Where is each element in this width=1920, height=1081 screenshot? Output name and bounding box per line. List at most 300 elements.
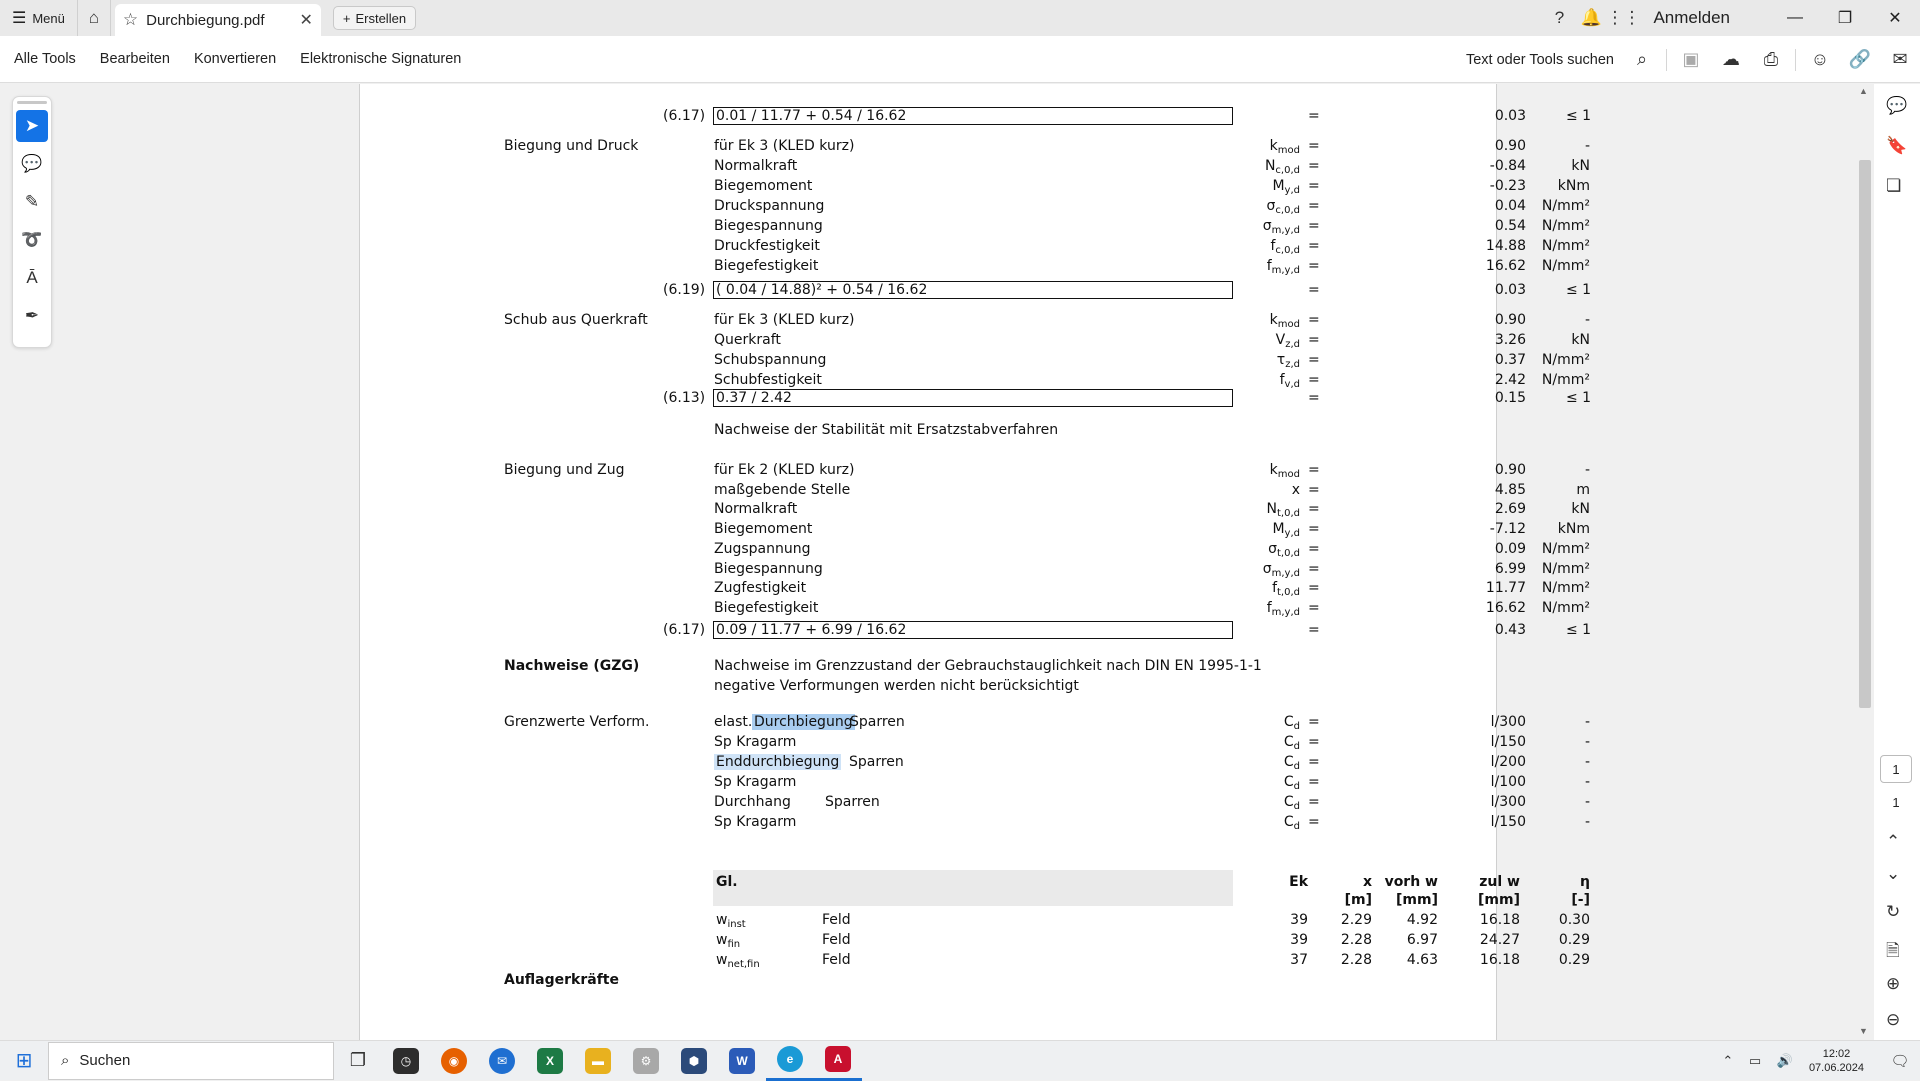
equals-sign: = [1308, 540, 1320, 557]
symbol [1160, 814, 1300, 830]
symbol-subscript: y,d [1284, 185, 1300, 196]
symbol [1160, 734, 1300, 750]
param-unit: m [1576, 481, 1590, 498]
row-x: 2.28 [1340, 932, 1372, 948]
row-x: 2.28 [1340, 952, 1372, 968]
gzg-line-1: Nachweise im Grenzzustand der Gebrauchstauglichkeit nach DIN EN 1995-1-1 [714, 658, 1262, 674]
bookmarks-icon[interactable]: 🔖 [1886, 136, 1908, 155]
param-unit: N/mm² [1541, 258, 1590, 274]
symbol [1160, 462, 1300, 478]
link-icon[interactable]: 🔗 [1848, 49, 1872, 69]
symbol-base: C [1283, 814, 1294, 830]
firefox-icon[interactable]: ◉ [430, 1041, 478, 1081]
check-value: 0.15 [1494, 390, 1526, 406]
row-x: 2.29 [1340, 912, 1372, 928]
param-description: Druckfestigkeit [714, 238, 820, 254]
symbol-base: k [1269, 462, 1278, 478]
equals-sign: = [1308, 390, 1320, 406]
limit-value: l/300 [1490, 794, 1526, 810]
symbol-base: N [1266, 501, 1277, 518]
symbol-subscript: m,y,d [1271, 225, 1300, 236]
param-description: Normalkraft [714, 158, 798, 174]
save-icon[interactable]: ▣ [1682, 49, 1700, 69]
param-description: Schubfestigkeit [714, 372, 822, 388]
document-tab[interactable] [115, 4, 321, 36]
taskbar-search[interactable] [48, 1042, 334, 1080]
row-zul-w: 16.18 [1479, 912, 1520, 928]
symbol-base: x [1291, 481, 1300, 498]
scroll-down-arrow-icon[interactable]: ▼ [1859, 1026, 1868, 1036]
unit-header: [mm] [1478, 892, 1520, 908]
limit-text: Sp Kragarm [714, 774, 797, 790]
next-section-heading: Auflagerkräfte [504, 972, 619, 988]
home-button[interactable] [77, 0, 111, 36]
symbol-base: f [1266, 599, 1272, 616]
symbol [1160, 258, 1300, 274]
search-icon: ⌕ [61, 1052, 70, 1069]
symbol [1160, 541, 1300, 557]
section-label: Nachweise (GZG) [504, 658, 640, 674]
w-base: w [716, 952, 728, 968]
limit-text: Durchhang [714, 794, 791, 810]
clock[interactable] [1809, 1047, 1864, 1075]
symbol [1160, 580, 1300, 599]
param-unit: N/mm² [1541, 198, 1590, 214]
equals-sign: = [1308, 332, 1320, 348]
title-bar [0, 0, 1920, 36]
menu-edit[interactable]: Bearbeiten [99, 51, 170, 67]
symbol-subscript: d [1293, 741, 1300, 752]
param-description: Biegemoment [714, 178, 813, 194]
equation-number: (6.19) [663, 282, 706, 298]
symbol [1160, 754, 1300, 770]
param-unit: kN [1571, 158, 1590, 174]
param-unit: kN [1571, 501, 1590, 518]
symbol [1160, 501, 1300, 520]
param-value: 16.62 [1485, 258, 1526, 274]
param-description: maßgebende Stelle [714, 481, 851, 498]
cloud-upload-icon[interactable]: ☁ [1722, 49, 1740, 69]
app-icon-7[interactable]: ⚙ [622, 1041, 670, 1081]
param-value: 14.88 [1485, 238, 1526, 254]
param-value: -7.12 [1489, 521, 1526, 538]
section-label: Schub aus Querkraft [504, 312, 648, 328]
check-formula: ( 0.04 / 14.88)² + 0.54 / 16.62 [716, 282, 928, 298]
param-value: 0.54 [1494, 218, 1526, 234]
page-number-input[interactable]: 1 [1880, 755, 1912, 783]
equals-sign: = [1308, 282, 1320, 298]
symbol [1160, 774, 1300, 790]
symbol-subscript: m,y,d [1271, 606, 1300, 618]
check-formula: 0.09 / 11.77 + 6.99 / 16.62 [716, 622, 907, 638]
equals-sign: = [1308, 714, 1320, 730]
page-fit-icon[interactable]: 🗎 [1886, 941, 1900, 960]
symbol-base: M [1272, 521, 1285, 538]
param-description: Normalkraft [714, 501, 798, 518]
equals-sign: = [1308, 218, 1320, 234]
gzg-line-2: negative Verformungen werden nicht berücksichtigt [714, 678, 1079, 694]
symbol-base: k [1269, 312, 1278, 328]
equals-sign: = [1308, 734, 1320, 750]
param-value: 0.09 [1494, 540, 1526, 557]
symbol [1160, 218, 1300, 234]
check-formula: 0.01 / 11.77 + 0.54 / 16.62 [716, 108, 907, 124]
row-zul-w: 16.18 [1479, 952, 1520, 968]
toolbar-divider [1795, 49, 1796, 71]
equals-sign: = [1308, 794, 1320, 810]
header-zul-w: zul w [1479, 874, 1520, 890]
hamburger-icon: ☰ [12, 10, 27, 27]
row-eta: 0.29 [1558, 932, 1590, 948]
limit-unit: - [1584, 754, 1590, 770]
table-header-band [713, 870, 1233, 906]
deflection-symbol [716, 952, 760, 968]
print-icon[interactable]: ⎙ [1763, 49, 1779, 69]
symbol-base: σ [1266, 198, 1276, 214]
notification-icon[interactable]: 🗨 [1890, 1053, 1910, 1070]
signin-button[interactable]: Anmelden [1653, 8, 1730, 27]
equals-sign: = [1308, 754, 1320, 770]
limit-unit: - [1584, 734, 1590, 750]
symbol [1160, 312, 1300, 328]
check-value: 0.03 [1494, 282, 1526, 298]
search-highlight: Durchbiegung [754, 714, 853, 730]
thunderbird-icon[interactable]: ✉ [478, 1041, 526, 1081]
symbol-base: f [1279, 372, 1285, 388]
w-base: w [716, 932, 728, 948]
chevron-up-icon[interactable]: ⌃ [1886, 832, 1901, 851]
symbol-base: V [1275, 332, 1286, 348]
windows-taskbar [0, 1040, 1920, 1080]
bell-icon[interactable]: 🔔 [1580, 8, 1603, 27]
symbol-subscript: y,d [1284, 528, 1300, 540]
symbol-subscript: c,0,d [1275, 205, 1300, 216]
symbol-base: f [1270, 238, 1276, 254]
symbol-subscript: v,d [1284, 379, 1300, 390]
page-total: 1 [1892, 795, 1900, 810]
search-icon[interactable]: ⌕ [1636, 49, 1648, 69]
symbol [1160, 372, 1300, 388]
taskbar-search-label: Suchen [79, 1052, 131, 1069]
add-comment-icon[interactable]: 💬 [21, 154, 43, 173]
equals-sign: = [1308, 622, 1320, 638]
pdf-page [359, 84, 1592, 1040]
symbol-subscript: mod [1277, 319, 1300, 330]
equals-sign: = [1308, 372, 1320, 388]
star-icon[interactable]: ☆ [122, 10, 139, 29]
check-limit: ≤ 1 [1566, 622, 1592, 638]
comments-icon[interactable]: 💬 [1886, 96, 1908, 115]
symbol-base: M [1272, 178, 1285, 194]
menu-all-tools[interactable]: Alle Tools [14, 51, 76, 67]
section-label: Biegung und Druck [504, 138, 639, 154]
menu-convert[interactable]: Konvertieren [193, 51, 277, 67]
symbol [1160, 482, 1300, 498]
symbol [1160, 238, 1300, 254]
restore-icon[interactable]: ❐ [1837, 10, 1853, 27]
symbol-subscript: z,d [1285, 359, 1300, 370]
limit-value: l/100 [1490, 774, 1526, 790]
equation-number: (6.17) [663, 108, 706, 124]
symbol-base: C [1283, 794, 1294, 810]
right-rail [1874, 84, 1920, 1040]
symbol [1160, 178, 1300, 194]
header-vorh-w: vorh w [1384, 874, 1438, 890]
param-unit: N/mm² [1541, 372, 1590, 388]
param-unit: - [1584, 312, 1590, 328]
param-unit: - [1584, 462, 1590, 478]
param-description: Biegespannung [714, 560, 823, 577]
param-description: für Ek 3 (KLED kurz) [714, 312, 855, 328]
limit-value: l/200 [1490, 754, 1526, 770]
row-zul-w: 24.27 [1479, 932, 1520, 948]
symbol-subscript: d [1293, 801, 1300, 812]
equals-sign: = [1308, 312, 1320, 328]
equals-sign: = [1308, 178, 1320, 194]
main-toolbar [0, 36, 1920, 83]
symbol-subscript: t,0,d [1277, 508, 1300, 520]
param-unit: N/mm² [1541, 580, 1590, 597]
windows-start-icon[interactable]: ⊞ [15, 1050, 33, 1072]
symbol-subscript: t,0,d [1277, 547, 1300, 559]
limit-text: Sparren [849, 754, 904, 770]
zoom-out-icon[interactable]: ⊖ [1886, 1010, 1901, 1029]
highlight-pen-icon[interactable]: ✎ [24, 192, 40, 211]
word-icon[interactable]: W [718, 1041, 766, 1081]
symbol-subscript: d [1293, 821, 1300, 832]
param-value: 0.90 [1494, 462, 1526, 478]
menu-e-signatures[interactable]: Elektronische Signaturen [300, 51, 462, 67]
share-user-icon[interactable]: ☺ [1810, 49, 1830, 69]
symbol-subscript: mod [1277, 469, 1300, 480]
select-cursor-icon[interactable]: ➤ [16, 110, 48, 142]
section-label: Biegung und Zug [504, 462, 625, 478]
vertical-scrollbar[interactable] [1856, 84, 1873, 1040]
symbol [1160, 198, 1300, 214]
param-unit: kNm [1557, 178, 1590, 194]
equals-sign: = [1308, 481, 1320, 498]
check-limit: ≤ 1 [1566, 108, 1592, 124]
symbol [1160, 561, 1300, 577]
acrobat-icon[interactable]: A [814, 1041, 862, 1081]
equals-sign: = [1308, 158, 1320, 174]
check-limit: ≤ 1 [1566, 390, 1592, 406]
toolbar-divider [1666, 49, 1667, 71]
limit-value: l/150 [1490, 734, 1526, 750]
param-description: Biegemoment [714, 521, 813, 538]
row-location: Feld [822, 952, 851, 968]
equals-sign: = [1308, 198, 1320, 214]
param-description: Druckspannung [714, 198, 825, 214]
clock-date: 07.06.2024 [1808, 1062, 1864, 1074]
search-highlight: Enddurchbiegung [716, 754, 840, 770]
pages-icon[interactable]: ❏ [1886, 176, 1902, 195]
row-location: Feld [822, 932, 851, 948]
menu-label: Menü [32, 10, 65, 26]
menu-button[interactable] [0, 0, 77, 36]
check-formula: 0.37 / 2.42 [716, 390, 792, 406]
tab-title: Durchbiegung.pdf [146, 11, 265, 29]
limit-text: Sparren [850, 714, 905, 730]
system-tray-icons[interactable]: ⌃ ▭ 🔊 [1722, 1053, 1799, 1068]
equals-sign: = [1308, 138, 1320, 154]
equals-sign: = [1308, 521, 1320, 538]
limit-text: Sparren [825, 794, 880, 810]
equation-number: (6.17) [663, 622, 706, 638]
plus-icon: + [342, 10, 351, 26]
row-ek: 37 [1290, 952, 1308, 968]
param-value: -0.23 [1489, 178, 1526, 194]
task-view-icon[interactable]: ❐ [349, 1050, 367, 1070]
deflection-symbol [716, 932, 740, 948]
symbol-base: C [1283, 714, 1294, 730]
scroll-up-arrow-icon[interactable]: ▲ [1859, 86, 1868, 96]
param-description: für Ek 3 (KLED kurz) [714, 138, 855, 154]
symbol [1160, 794, 1300, 810]
quick-tools-panel [12, 96, 52, 348]
symbol-base: f [1272, 580, 1277, 597]
excel-icon[interactable]: X [526, 1041, 574, 1081]
symbol-subscript: t,0,d [1277, 587, 1300, 599]
param-value: 6.99 [1494, 560, 1526, 577]
row-ek: 39 [1290, 932, 1308, 948]
symbol-subscript: d [1293, 761, 1300, 772]
symbol-base: C [1283, 754, 1294, 770]
param-unit: N/mm² [1541, 540, 1590, 557]
close-window-icon[interactable]: ✕ [1888, 10, 1902, 27]
symbol-subscript: m,y,d [1271, 567, 1300, 579]
w-base: w [716, 912, 728, 928]
equals-sign: = [1308, 580, 1320, 597]
symbol-base: C [1283, 734, 1294, 750]
equals-sign: = [1308, 258, 1320, 274]
symbol [1160, 600, 1300, 616]
deflection-symbol [716, 912, 746, 928]
limit-value: l/300 [1490, 714, 1526, 730]
param-description: Biegespannung [714, 218, 823, 234]
app-icon-1[interactable]: ◷ [382, 1041, 430, 1081]
param-description: für Ek 2 (KLED kurz) [714, 462, 855, 478]
rotate-icon[interactable]: ↻ [1886, 902, 1901, 921]
param-value: 0.04 [1494, 198, 1526, 214]
scrollbar-thumb[interactable] [1859, 160, 1871, 708]
param-unit: N/mm² [1541, 560, 1590, 577]
symbol-base: τ [1276, 352, 1286, 368]
equals-sign: = [1308, 352, 1320, 368]
row-vorh-w: 6.97 [1406, 932, 1438, 948]
param-unit: kN [1571, 332, 1590, 348]
help-icon[interactable]: ? [1554, 8, 1565, 27]
param-description: Querkraft [714, 332, 781, 348]
limit-unit: - [1584, 774, 1590, 790]
param-description: Biegefestigkeit [714, 599, 819, 616]
symbol-base: k [1269, 138, 1278, 154]
symbol-subscript: c,0,d [1275, 165, 1300, 176]
symbol-base: N [1264, 158, 1276, 174]
mail-icon[interactable]: ✉ [1892, 49, 1908, 69]
equals-sign: = [1308, 238, 1320, 254]
row-vorh-w: 4.92 [1406, 912, 1438, 928]
symbol-subscript: m,y,d [1271, 265, 1300, 276]
param-value: 2.69 [1494, 501, 1526, 518]
param-unit: kNm [1557, 521, 1590, 538]
check-value: 0.03 [1494, 108, 1526, 124]
param-description: Zugfestigkeit [714, 580, 807, 597]
limit-unit: - [1584, 814, 1590, 830]
limit-unit: - [1584, 794, 1590, 810]
symbol [1160, 521, 1300, 540]
w-subscript: net,fin [727, 959, 760, 970]
section-label: Grenzwerte Verform. [504, 714, 650, 730]
draw-lasso-icon[interactable]: ➰ [21, 230, 43, 249]
limit-text: Sp Kragarm [714, 814, 797, 830]
check-limit: ≤ 1 [1566, 282, 1592, 298]
param-value: 0.37 [1494, 352, 1526, 368]
equals-sign: = [1308, 462, 1320, 478]
edge-icon[interactable]: e [766, 1041, 814, 1081]
minimize-icon[interactable]: — [1787, 9, 1803, 26]
chevron-down-icon[interactable]: ⌄ [1886, 864, 1901, 883]
limit-unit: - [1584, 714, 1590, 730]
param-unit: - [1584, 138, 1590, 154]
symbol-subscript: d [1293, 721, 1300, 732]
row-eta: 0.30 [1558, 912, 1590, 928]
app-icon-8[interactable]: ⬢ [670, 1041, 718, 1081]
header-eta: η [1580, 874, 1590, 890]
symbol-base: σ [1262, 218, 1272, 234]
file-explorer-icon[interactable]: ▬ [574, 1041, 622, 1081]
zoom-in-icon[interactable]: ⊕ [1886, 974, 1901, 993]
create-button[interactable] [333, 6, 416, 30]
search-tools-label[interactable]: Text oder Tools suchen [1465, 51, 1614, 68]
equals-sign: = [1308, 774, 1320, 790]
sign-pen-icon[interactable]: ✒ [24, 306, 40, 325]
symbol-subscript: mod [1277, 145, 1300, 156]
row-ek: 39 [1290, 912, 1308, 928]
symbol [1160, 352, 1300, 368]
header-gl: Gl. [716, 874, 738, 890]
limit-value: l/150 [1490, 814, 1526, 830]
create-label: Erstellen [355, 10, 407, 26]
row-location: Feld [822, 912, 851, 928]
symbol [1160, 332, 1300, 348]
unit-header: [m] [1344, 892, 1372, 908]
param-value: 11.77 [1485, 580, 1526, 597]
equation-number: (6.13) [663, 390, 706, 406]
symbol-base: C [1283, 774, 1294, 790]
panel-grip[interactable] [17, 101, 47, 104]
close-tab-icon[interactable]: ✕ [299, 12, 313, 29]
w-subscript: fin [727, 939, 741, 950]
symbol [1160, 158, 1300, 174]
symbol-subscript: d [1293, 781, 1300, 792]
check-value: 0.43 [1494, 622, 1526, 638]
header-ek: Ek [1289, 874, 1308, 890]
param-value: 4.85 [1494, 481, 1526, 498]
symbol-base: f [1266, 258, 1272, 274]
param-unit: N/mm² [1541, 599, 1590, 616]
row-eta: 0.29 [1558, 952, 1590, 968]
param-description: Schubspannung [714, 352, 827, 368]
symbol-subscript: c,0,d [1275, 245, 1300, 256]
stability-heading: Nachweise der Stabilität mit Ersatzstabverfahren [714, 422, 1059, 438]
text-select-icon[interactable]: Ā [26, 268, 38, 287]
apps-grid-icon[interactable]: ⋮⋮ [1606, 8, 1641, 27]
param-value: 0.90 [1494, 312, 1526, 328]
param-unit: N/mm² [1541, 352, 1590, 368]
param-value: 0.90 [1494, 138, 1526, 154]
param-unit: N/mm² [1541, 238, 1590, 254]
